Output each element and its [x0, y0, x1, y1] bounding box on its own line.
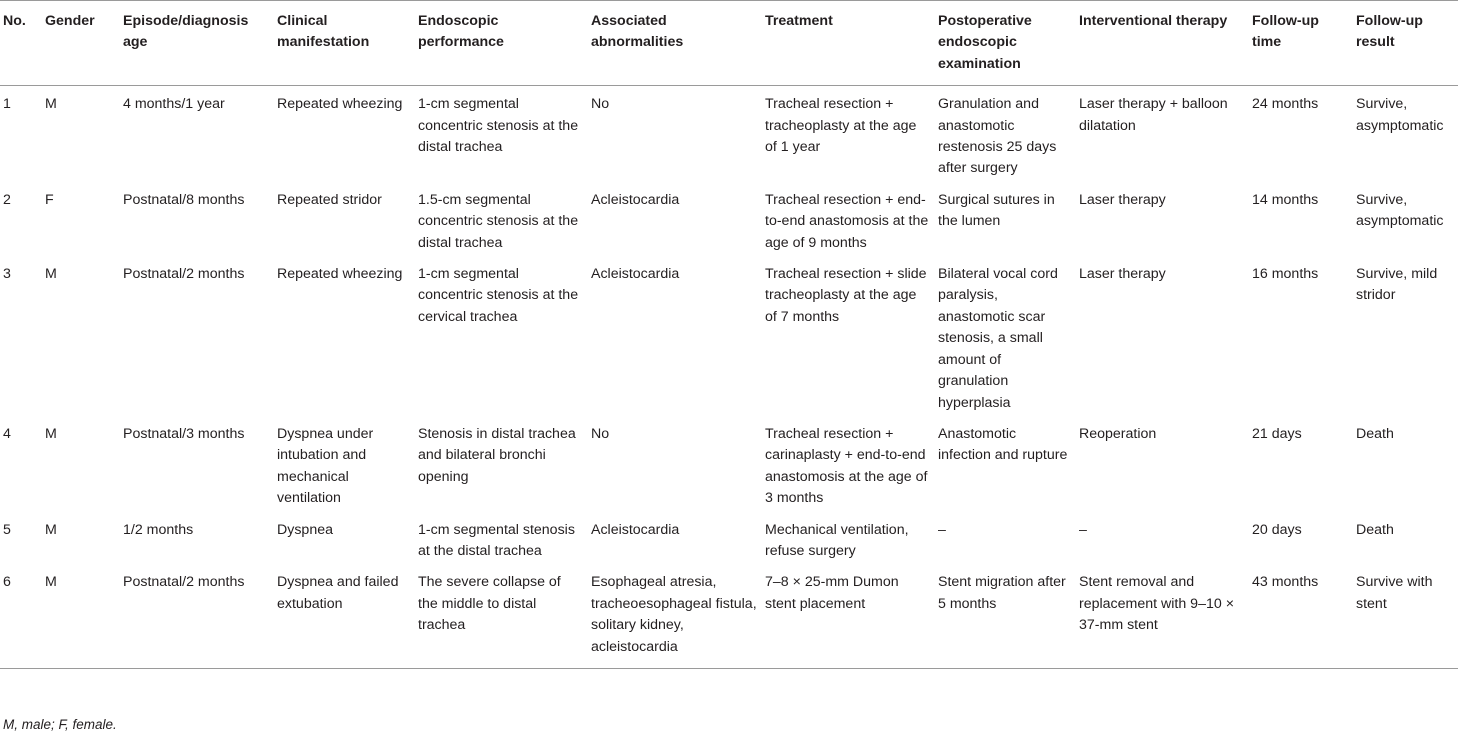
table-row [0, 419, 1458, 515]
column-header-label: Follow-up time [1252, 13, 1319, 51]
column-header [45, 0, 123, 86]
table-cell [277, 259, 418, 419]
column-header [591, 0, 765, 86]
table-cell [45, 86, 123, 185]
table-cell [0, 567, 45, 668]
table-cell [1356, 185, 1458, 259]
table-cell [418, 515, 591, 568]
table-cell-text: Survive, mild stridor [1356, 266, 1438, 304]
table-cell [1252, 86, 1356, 185]
table-cell-text: Death [1356, 425, 1394, 442]
table-cell [765, 419, 938, 515]
column-header [1252, 0, 1356, 86]
table-cell [1356, 259, 1458, 419]
table-cell-text: Death [1356, 521, 1394, 538]
table-cell-text: Stent removal and replacement with 9–10 × 37-mm stent [1079, 574, 1234, 634]
table-cell-text: Postnatal/2 months [123, 574, 245, 591]
table-cell [1079, 86, 1252, 185]
table-cell-text: M [45, 96, 57, 113]
table-cell-text: Repeated stridor [277, 191, 382, 208]
top-rule [0, 0, 1458, 1]
table-cell [1356, 419, 1458, 515]
table-cell [765, 86, 938, 185]
column-header [1356, 0, 1458, 86]
table-cell [1252, 515, 1356, 568]
table-cell-text: Laser therapy [1079, 266, 1166, 283]
column-header-label: Interventional therapy [1079, 13, 1228, 29]
table-cell [277, 567, 418, 668]
table-cell-text: Stent migration after 5 months [938, 574, 1066, 612]
table-cell [1356, 515, 1458, 568]
table-cell-text: – [1079, 521, 1087, 538]
column-header [0, 0, 45, 86]
table-cell-text: 1.5-cm segmental concentric stenosis at the distal trachea [418, 191, 579, 251]
table-cell-text: Dyspnea under intubation and mechanical ventilation [277, 425, 374, 507]
table-cell-text: 16 months [1252, 266, 1319, 283]
table-cell-text: Laser therapy + balloon dilatation [1079, 96, 1228, 134]
table-cell-text: Survive, asymptomatic [1356, 96, 1444, 134]
column-header-label: Treatment [765, 13, 833, 29]
table-cell-text: Tracheal resection + carinaplasty + end-to-end anastomosis at the age of 3 months [765, 425, 928, 507]
table-cell [418, 419, 591, 515]
column-header-label: Follow-up result [1356, 13, 1423, 51]
table-cell [123, 259, 277, 419]
table-cell [0, 86, 45, 185]
table-cell [45, 567, 123, 668]
table-cell-text: 4 [3, 425, 11, 442]
table-cell-text: Bilateral vocal cord paralysis, anastomotic scar stenosis, a small amount of granulation hyperplasia [938, 266, 1058, 411]
table-cell-text: 20 days [1252, 521, 1302, 538]
table-cell-text: Postnatal/2 months [123, 266, 245, 283]
table-row [0, 259, 1458, 419]
table-cell [591, 567, 765, 668]
table-cell-text: Laser therapy [1079, 191, 1166, 208]
table-cell-text: Anastomotic infection and rupture [938, 425, 1068, 464]
table-cell [938, 86, 1079, 185]
table-cell [938, 185, 1079, 259]
table-cell-text: Acleistocardia [591, 521, 680, 538]
table-cell-text: Mechanical ventilation, refuse surgery [765, 521, 909, 559]
table-cell [591, 515, 765, 568]
column-header-label: No. [3, 13, 26, 29]
column-header [1079, 0, 1252, 86]
table-cell-text: M [45, 574, 57, 591]
table-cell [45, 419, 123, 515]
table-cell-text: Postnatal/8 months [123, 191, 245, 208]
table-row [0, 567, 1458, 668]
table-cell [591, 86, 765, 185]
table-cell-text: 43 months [1252, 574, 1319, 591]
table-row [0, 515, 1458, 568]
table-cell [277, 419, 418, 515]
table-cell-text: 1 [3, 96, 11, 113]
table-cell-text: Stenosis in distal trachea and bilateral bronchi opening [418, 425, 576, 485]
table-cell [123, 567, 277, 668]
table-cell-text: 21 days [1252, 425, 1302, 442]
table-cell [418, 259, 591, 419]
column-header [123, 0, 277, 86]
table-cell-text: Dyspnea [277, 521, 333, 538]
table-cell [1079, 567, 1252, 668]
table-row [0, 185, 1458, 259]
table-cell-text: 24 months [1252, 96, 1319, 113]
table-cell [0, 185, 45, 259]
table-cell [765, 185, 938, 259]
table-cell-text: Reoperation [1079, 425, 1157, 442]
table-cell-text: 5 [3, 521, 11, 538]
header-row [0, 0, 1458, 86]
column-header-label: Clinical manifestation [277, 13, 370, 51]
table-cell-text: M [45, 425, 57, 442]
table-cell [1356, 567, 1458, 668]
table-cell-text: 1-cm segmental concentric stenosis at the distal trachea [418, 96, 579, 156]
table-cell [45, 515, 123, 568]
table-cell-text: M [45, 266, 57, 283]
table-cell-text: 1-cm segmental stenosis at the distal trachea [418, 521, 575, 559]
table-cell [123, 419, 277, 515]
table-cell-text: 3 [3, 266, 11, 283]
table-cell-text: 1-cm segmental concentric stenosis at the cervical trachea [418, 266, 579, 325]
column-header-label: Endoscopic performance [418, 13, 504, 51]
table-cell-text: Acleistocardia [591, 266, 680, 283]
table-cell-text: Survive with stent [1356, 574, 1433, 612]
table-cell-text: 4 months/1 year [123, 96, 225, 113]
table-cell [938, 419, 1079, 515]
table-cell-text: Granulation and anastomotic restenosis 25 days after surgery [938, 96, 1057, 177]
table-cell [1252, 185, 1356, 259]
column-header-label: Gender [45, 13, 95, 29]
table-cell [45, 185, 123, 259]
table-cell [277, 515, 418, 568]
table-cell [765, 259, 938, 419]
table-cell [277, 185, 418, 259]
table-cell-text: Tracheal resection + end-to-end anastomosis at the age of 9 months [765, 191, 929, 251]
table-cell-text: Repeated wheezing [277, 96, 403, 113]
table-cell [123, 86, 277, 185]
table-cell [591, 185, 765, 259]
table-cell [938, 515, 1079, 568]
table-cell [1079, 259, 1252, 419]
table-cell-text: – [938, 521, 946, 538]
table-cell-text: Acleistocardia [591, 191, 680, 208]
table-cell-text: 6 [3, 574, 11, 591]
table-cell [0, 419, 45, 515]
table-cell-text: Tracheal resection + slide tracheoplasty at the age of 7 months [765, 266, 927, 325]
column-header [418, 0, 591, 86]
table-cell-text: 1/2 months [123, 521, 194, 538]
table-cell-text: The severe collapse of the middle to distal trachea [418, 574, 561, 634]
table-cell [277, 86, 418, 185]
table-cell [418, 567, 591, 668]
table-cell-text: Esophageal atresia, tracheoesophageal fistula, solitary kidney, acleistocardia [591, 574, 757, 655]
column-header-label: Associated abnormalities [591, 13, 684, 51]
table-body [0, 86, 1458, 669]
table-cell [591, 259, 765, 419]
table-cell-text: F [45, 191, 54, 208]
table-cell [938, 567, 1079, 668]
table-cell [938, 259, 1079, 419]
table-footnote: M, male; F, female. [3, 717, 117, 732]
table-cell-text: No [591, 425, 610, 442]
table-cell [1356, 86, 1458, 185]
table-cell-text: 14 months [1252, 191, 1319, 208]
table-cell [1252, 259, 1356, 419]
column-header [938, 0, 1079, 86]
table-cell [1079, 515, 1252, 568]
table-cell [123, 515, 277, 568]
table-cell-text: No [591, 96, 610, 113]
table-cell-text: Survive, asymptomatic [1356, 191, 1444, 230]
table-cell [45, 259, 123, 419]
column-header [277, 0, 418, 86]
table-cell [1252, 419, 1356, 515]
table-cell [1079, 419, 1252, 515]
table-cell [0, 515, 45, 568]
table-cell [591, 419, 765, 515]
table-cell-text: Surgical sutures in the lumen [938, 191, 1055, 230]
table-cell-text: 7–8 × 25-mm Dumon stent placement [765, 574, 899, 612]
table-cell-text: M [45, 521, 57, 538]
table-cell [1252, 567, 1356, 668]
table-row [0, 86, 1458, 185]
table-cell-text: 2 [3, 191, 11, 208]
table-cell [765, 567, 938, 668]
table-cell [418, 185, 591, 259]
column-header-label: Episode/diagnosis age [123, 13, 249, 51]
table-cell [418, 86, 591, 185]
table-cell [1079, 185, 1252, 259]
column-header [765, 0, 938, 86]
table-cell [0, 259, 45, 419]
table-cell-text: Dyspnea and failed extubation [277, 574, 399, 612]
table-cell [765, 515, 938, 568]
column-header-label: Postoperative endoscopic examination [938, 13, 1032, 72]
table-cell [123, 185, 277, 259]
table-cell-text: Tracheal resection + tracheoplasty at the age of 1 year [765, 96, 917, 156]
table-cell-text: Repeated wheezing [277, 266, 403, 283]
table-cell-text: Postnatal/3 months [123, 425, 245, 442]
